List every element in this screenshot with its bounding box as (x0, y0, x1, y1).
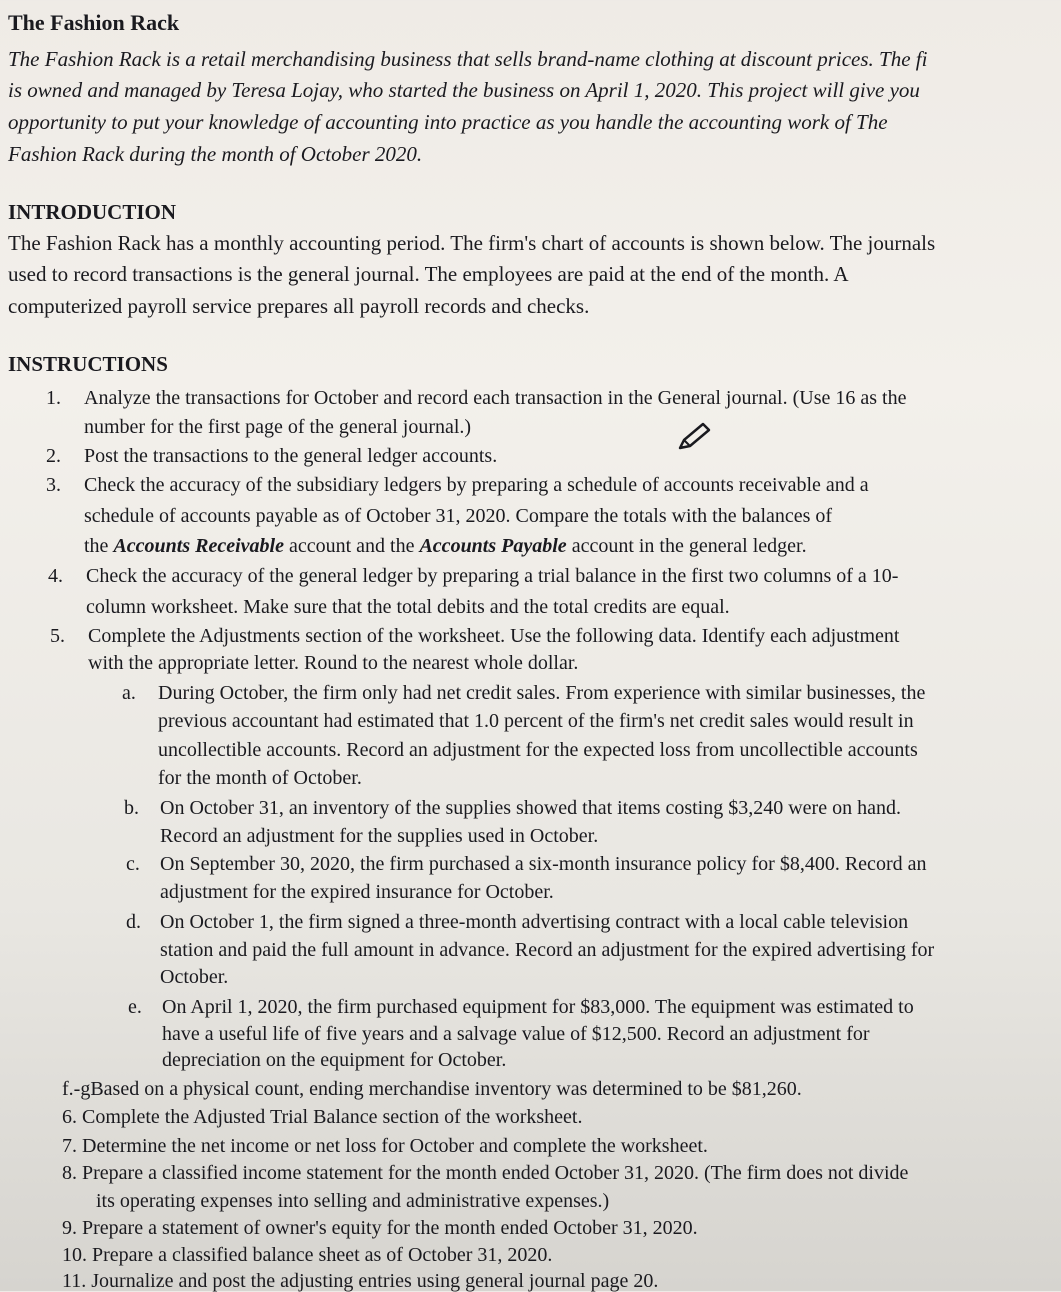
step-8-line: 8. Prepare a classified income statement for the month ended October 31, 2020. (The firm does not divide (62, 1162, 909, 1184)
intro-paragraph-line: The Fashion Rack is a retail merchandising business that sells brand-name clothing at discount prices. The fi (8, 47, 928, 71)
sub-item-letter: c. (126, 853, 140, 875)
sub-b-line: On October 31, an inventory of the supplies showed that items costing $3,240 were on hand. (160, 797, 901, 819)
step-3-text: the (84, 535, 114, 557)
sub-a-line: uncollectible accounts. Record an adjustment for the expected loss from uncollectible accounts (158, 739, 918, 761)
step-1-line: Analyze the transactions for October and record each transaction in the General journal. (Use 16 as the (84, 387, 907, 409)
sub-a-line: During October, the firm only had net credit sales. From experience with similar businesses, the (158, 682, 926, 704)
sub-e-line: have a useful life of five years and a salvage value of $12,500. Record an adjustment for (162, 1023, 870, 1045)
sub-e-line: On April 1, 2020, the firm purchased equipment for $83,000. The equipment was estimated to (162, 996, 914, 1018)
step-5-line: Complete the Adjustments section of the worksheet. Use the following data. Identify each adjustment (88, 625, 900, 647)
step-2-line: Post the transactions to the general ledger accounts. (84, 445, 498, 467)
step-8-line: its operating expenses into selling and administrative expenses.) (96, 1190, 610, 1212)
sub-b-line: Record an adjustment for the supplies used in October. (160, 825, 599, 847)
intro-paragraph-line: opportunity to put your knowledge of accounting into practice as you handle the accounting work of The (8, 110, 888, 134)
introduction-line: The Fashion Rack has a monthly accounting period. The firm's chart of accounts is shown below. The journals (8, 231, 936, 255)
sub-fg-line: f.-gBased on a physical count, ending merchandise inventory was determined to be $81,260. (62, 1078, 802, 1100)
introduction-line: used to record transactions is the general journal. The employees are paid at the end of the month. A (8, 262, 849, 286)
step-1-line: number for the first page of the general journal.) (84, 416, 472, 438)
accounts-payable-term: Accounts Payable (419, 535, 567, 557)
introduction-line: computerized payroll service prepares all payroll records and checks. (8, 294, 590, 318)
pencil-icon (676, 420, 714, 452)
introduction-heading: INTRODUCTION (8, 200, 177, 224)
intro-paragraph-line: Fashion Rack during the month of October 2020. (8, 142, 423, 166)
accounts-receivable-term: Accounts Receivable (113, 535, 284, 557)
step-10-line: 10. Prepare a classified balance sheet as of October 31, 2020. (62, 1244, 553, 1266)
step-4-line: column worksheet. Make sure that the total debits and the total credits are equal. (86, 596, 730, 618)
intro-paragraph-line: is owned and managed by Teresa Lojay, who started the business on April 1, 2020. This project will give you (8, 78, 920, 102)
step-9-line: 9. Prepare a statement of owner's equity for the month ended October 31, 2020. (62, 1217, 698, 1239)
step-3-text: account and the (283, 535, 420, 557)
step-4-line: Check the accuracy of the general ledger by preparing a trial balance in the first two columns of a 10- (86, 565, 899, 587)
step-number: 3. (46, 474, 61, 496)
sub-d-line: October. (160, 966, 229, 988)
step-number: 2. (46, 445, 61, 467)
sub-item-letter: d. (126, 911, 141, 933)
sub-e-line: depreciation on the equipment for October. (162, 1049, 507, 1071)
sub-item-letter: b. (124, 797, 139, 819)
sub-a-line: for the month of October. (158, 767, 362, 789)
step-3-line: Check the accuracy of the subsidiary ledgers by preparing a schedule of accounts receivable and a (84, 474, 869, 496)
sub-d-line: On October 1, the firm signed a three-month advertising contract with a local cable television (160, 911, 909, 933)
sub-a-line: previous accountant had estimated that 1.0 percent of the firm's net credit sales would result in (158, 710, 914, 732)
step-number: 4. (48, 565, 63, 587)
step-11-line: 11. Journalize and post the adjusting entries using general journal page 20. (62, 1270, 659, 1292)
step-number: 5. (50, 625, 65, 647)
step-number: 1. (46, 387, 61, 409)
instructions-heading: INSTRUCTIONS (8, 352, 168, 376)
sub-item-letter: e. (128, 996, 142, 1018)
sub-d-line: station and paid the full amount in advance. Record an adjustment for the expired advertising for (160, 939, 935, 961)
step-3-line: schedule of accounts payable as of October 31, 2020. Compare the totals with the balances of (84, 505, 833, 527)
document-title: The Fashion Rack (8, 10, 180, 35)
step-5-line: with the appropriate letter. Round to the nearest whole dollar. (88, 652, 579, 674)
step-3-line (84, 536, 807, 556)
step-7-line: 7. Determine the net income or net loss for October and complete the worksheet. (62, 1135, 708, 1157)
step-3-text: account in the general ledger. (566, 535, 807, 557)
sub-item-letter: a. (122, 682, 136, 704)
sub-c-line: On September 30, 2020, the firm purchased a six-month insurance policy for $8,400. Record an (160, 853, 927, 875)
step-6-line: 6. Complete the Adjusted Trial Balance section of the worksheet. (62, 1106, 583, 1128)
sub-c-line: adjustment for the expired insurance for October. (160, 881, 554, 903)
